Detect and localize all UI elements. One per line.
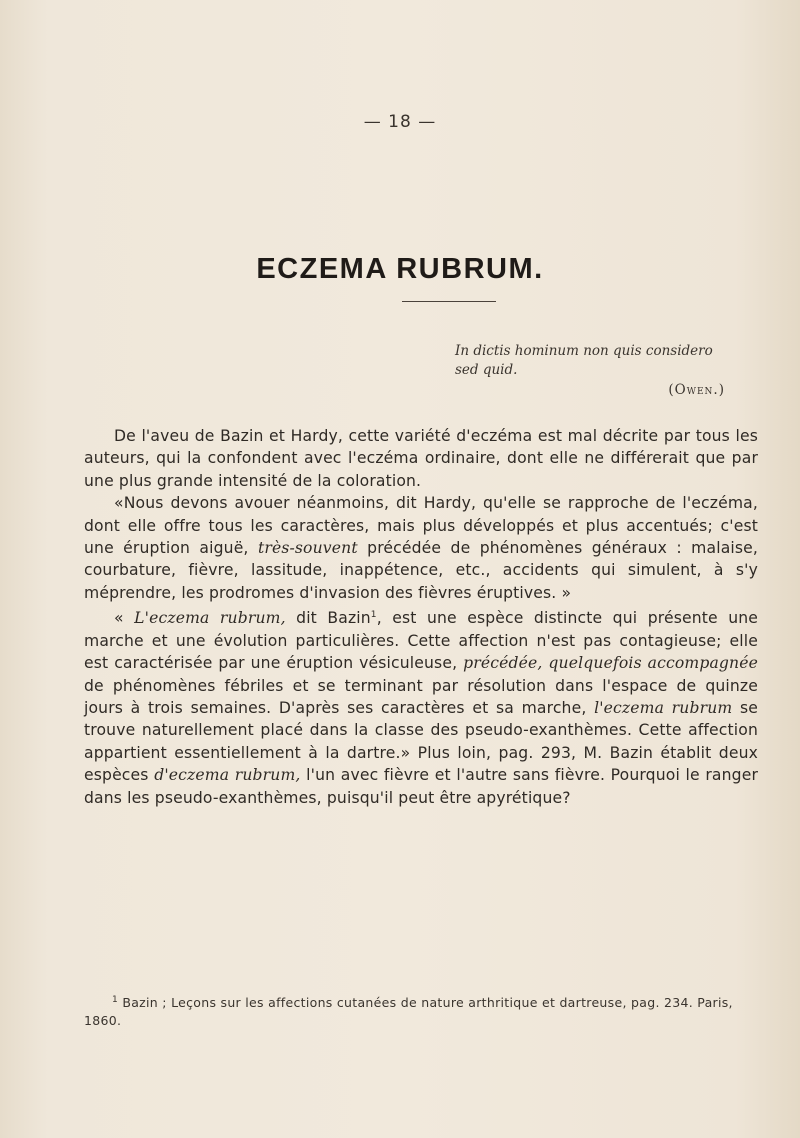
- paragraph-3-emphasis-4: d'eczema rubrum,: [154, 766, 301, 785]
- paragraph-2-text-a: «Nous devons avouer néanmoins, dit Hardy, qu'elle se rapproche de l'eczéma, dont elle offre tous les caractères, mais plus développés et plus accentués; c'est une éruption aiguë,: [84, 494, 758, 558]
- chapter-title: ECZEMA RUBRUM.: [256, 253, 544, 285]
- footnote: [84, 991, 758, 1030]
- paragraph-3-text-d: se trouve naturellement placé dans la classe des pseudo-exanthèmes. Cette affection appartient essentiellement à la dartre.» Plus loin, pag. 293, M. Bazin établit deux espèces: [84, 699, 759, 785]
- body-text: [84, 425, 758, 809]
- epigraph-quote-line2: sed quid.: [455, 362, 518, 378]
- footnote-marker: 1: [112, 995, 119, 1005]
- paragraph-2-text-b: précédée de phénomènes généraux : malaise, courbature, fièvre, lassitude, inappétence, etc., accidents qui simulent, à s'y méprendre, les prodromes d'invasion des fièvres éruptives. »: [84, 539, 759, 602]
- epigraph-quote-line1: In dictis hominum non quis considero: [455, 343, 713, 359]
- epigraph-author: (Owen.): [668, 382, 725, 398]
- footnote-reference: 1: [370, 610, 377, 621]
- footnote-text: Bazin ; Leçons sur les affections cutanées de nature arthritique et dartreuse, pag. 234. Paris, 1860.: [84, 995, 733, 1029]
- paragraph-3-emphasis-3: l'eczema rubrum: [594, 699, 733, 718]
- paragraph-3-emphasis-1: L'eczema rubrum,: [134, 609, 286, 628]
- paragraph-2-emphasis: très-souvent: [257, 539, 358, 558]
- paragraph-3-text-a: dit Bazin: [296, 609, 371, 628]
- paragraph-3-open-quote: «: [114, 609, 124, 628]
- paragraph-3-text-b: , est une espèce distincte qui présente une marche et une évolution particulières. Cette affection n'est pas contagieuse; elle est caractérisée par une éruption vésiculeuse,: [84, 609, 759, 673]
- paragraph-3-text-e: l'un avec fièvre et l'autre sans fièvre. Pourquoi le ranger dans les pseudo-exanthèmes, puisqu'il peut être apyrétique?: [84, 766, 759, 807]
- epigraph: [455, 342, 755, 400]
- paragraph-3-emphasis-2: précédée, quelquefois accompagnée: [463, 654, 759, 673]
- title-rule: [402, 301, 496, 302]
- page-number: — 18 —: [363, 112, 437, 132]
- paragraph-3-text-c: de phénomènes fébriles et se terminant par résolution dans l'espace de quinze jours à trois semaines. D'après ses caractères et sa marche,: [84, 676, 758, 718]
- paragraph-3: [84, 604, 758, 809]
- paragraph-2: [84, 492, 758, 604]
- paragraph-1: De l'aveu de Bazin et Hardy, cette variété d'eczéma est mal décrite par tous les auteurs, qui la confondent avec l'eczéma ordinaire, dont elle ne différerait que par une plus grande intensité de la coloration.: [84, 427, 758, 490]
